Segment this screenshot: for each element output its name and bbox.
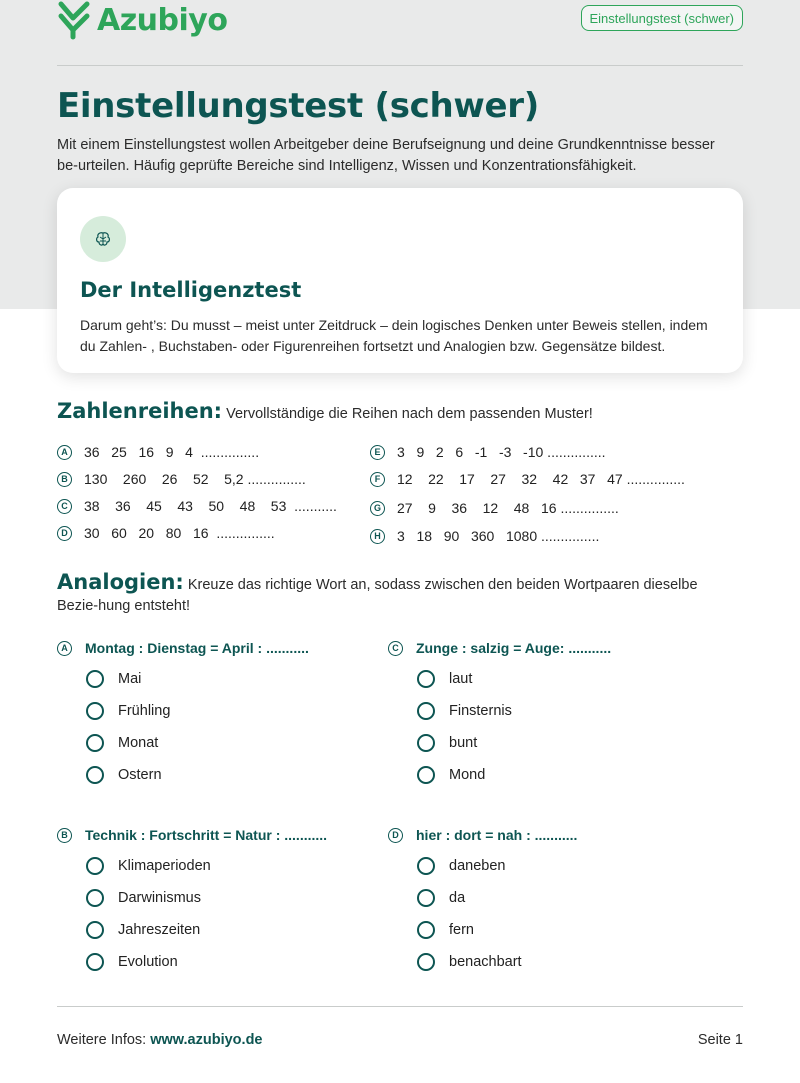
marker-f: F — [370, 472, 385, 487]
footer-divider — [57, 1006, 743, 1007]
answer-option[interactable] — [417, 953, 522, 971]
sequence-row — [57, 471, 306, 487]
answer-option[interactable] — [417, 670, 472, 688]
radio-button[interactable] — [86, 953, 104, 971]
radio-button[interactable] — [417, 857, 435, 875]
logo-text: Azubiyo — [97, 2, 228, 38]
option-label: Mond — [449, 767, 486, 783]
section-label: Analogien: — [57, 570, 184, 594]
answer-option[interactable] — [86, 702, 170, 720]
answer-option[interactable] — [86, 857, 211, 875]
radio-button[interactable] — [417, 766, 435, 784]
marker-d: D — [57, 526, 72, 541]
marker-d: D — [388, 828, 403, 843]
section-instruction: Vervollständige die Reihen nach dem passenden Muster! — [226, 406, 593, 422]
option-label: Finsternis — [449, 703, 512, 719]
sequence-row — [370, 444, 606, 460]
option-label: Jahreszeiten — [118, 922, 201, 938]
card-title: Der Intelligenztest — [80, 278, 302, 302]
option-label: Monat — [118, 735, 159, 751]
question-text: hier : dort = nah : ........... — [416, 827, 578, 843]
radio-button[interactable] — [417, 953, 435, 971]
marker-c: C — [388, 641, 403, 656]
option-label: da — [449, 890, 466, 906]
sequence-row — [370, 528, 599, 544]
answer-option[interactable] — [86, 766, 162, 784]
question-text: Zunge : salzig = Auge: ........... — [416, 640, 612, 656]
radio-button[interactable] — [86, 766, 104, 784]
page-title: Einstellungstest (schwer) — [57, 86, 539, 126]
footer-prefix: Weitere Infos: — [57, 1032, 147, 1048]
answer-option[interactable] — [86, 889, 201, 907]
option-label: Ostern — [118, 767, 162, 783]
difficulty-badge: Einstellungstest (schwer) — [581, 5, 744, 31]
section-instruction: Kreuze das richtige Wort an, sodass zwischen den beiden Wortpaaren dieselbe Bezie-hung entsteht! — [57, 577, 698, 614]
radio-button[interactable] — [86, 702, 104, 720]
sequence-text: 30 60 20 80 16 ............... — [84, 525, 275, 541]
answer-option[interactable] — [417, 889, 465, 907]
section-zahlenreihen-heading — [57, 401, 737, 425]
marker-c: C — [57, 499, 72, 514]
radio-button[interactable] — [417, 702, 435, 720]
logo[interactable] — [57, 0, 227, 40]
option-label: Darwinismus — [118, 890, 201, 906]
sequence-text: 130 260 26 52 5,2 ............... — [84, 471, 306, 487]
option-label: Klimaperioden — [118, 858, 211, 874]
section-label: Zahlenreihen: — [57, 399, 223, 423]
intelligence-test-card — [57, 188, 743, 373]
analogy-question — [388, 640, 611, 656]
analogy-question — [57, 827, 327, 843]
radio-button[interactable] — [417, 889, 435, 907]
marker-h: H — [370, 529, 385, 544]
answer-option[interactable] — [417, 921, 474, 939]
sequence-row — [370, 471, 685, 487]
marker-g: G — [370, 501, 385, 516]
option-label: laut — [449, 671, 473, 687]
radio-button[interactable] — [86, 734, 104, 752]
option-label: fern — [449, 922, 474, 938]
sequence-text: 12 22 17 27 32 42 37 47 ............... — [397, 471, 685, 487]
intro-text: Mit einem Einstellungstest wollen Arbeitgeber deine Berufseignung und deine Grundkenntnisse besser be-urteilen. Häufig geprüfte Bereiche sind Intelligenz, Wissen und Konzentrationsfähigkeit. — [57, 137, 715, 174]
answer-option[interactable] — [417, 766, 485, 784]
answer-option[interactable] — [417, 857, 505, 875]
option-label: Frühling — [118, 703, 171, 719]
radio-button[interactable] — [417, 670, 435, 688]
sequence-row — [57, 444, 259, 460]
option-label: bunt — [449, 735, 478, 751]
radio-button[interactable] — [417, 734, 435, 752]
answer-option[interactable] — [417, 734, 477, 752]
page-number: Seite 1 — [697, 1032, 743, 1048]
option-label: benachbart — [449, 954, 522, 970]
sequence-text: 38 36 45 43 50 48 53 ........... — [84, 498, 337, 514]
question-text: Montag : Dienstag = April : ........... — [85, 640, 309, 656]
sequence-row — [57, 498, 337, 514]
radio-button[interactable] — [86, 921, 104, 939]
option-label: daneben — [449, 858, 506, 874]
marker-a: A — [57, 641, 72, 656]
section-analogien-heading — [57, 572, 737, 617]
sequence-text: 27 9 36 12 48 16 ............... — [397, 500, 619, 516]
radio-button[interactable] — [86, 857, 104, 875]
sequence-text: 3 18 90 360 1080 ............... — [397, 528, 600, 544]
marker-a: A — [57, 445, 72, 460]
answer-option[interactable] — [86, 921, 200, 939]
brain-icon — [80, 216, 126, 262]
option-label: Mai — [118, 671, 142, 687]
sequence-text: 36 25 16 9 4 ............... — [84, 444, 260, 460]
card-text: Darum geht’s: Du musst – meist unter Zeitdruck – dein logisches Denken unter Beweis stellen, indem du Zahlen- , Buchstaben- oder Figurenreihen fortsetzt und Analogien bzw. Gegensätze bildest. — [80, 317, 708, 354]
azubiyo-logo-icon — [57, 0, 91, 40]
footer-link[interactable]: www.azubiyo.de — [150, 1032, 263, 1048]
sequence-text: 3 9 2 6 -1 -3 -10 ............... — [397, 444, 606, 460]
sequence-row — [57, 525, 275, 541]
answer-option[interactable] — [86, 670, 141, 688]
option-label: Evolution — [118, 954, 178, 970]
question-text: Technik : Fortschritt = Natur : ........... — [85, 827, 328, 843]
header-divider — [57, 65, 743, 66]
radio-button[interactable] — [417, 921, 435, 939]
marker-b: B — [57, 828, 72, 843]
answer-option[interactable] — [417, 702, 512, 720]
answer-option[interactable] — [86, 953, 178, 971]
radio-button[interactable] — [86, 670, 104, 688]
analogy-question — [388, 827, 577, 843]
marker-b: B — [57, 472, 72, 487]
answer-option[interactable] — [86, 734, 158, 752]
sequence-row — [370, 500, 619, 516]
marker-e: E — [370, 445, 385, 460]
analogy-question — [57, 640, 309, 656]
radio-button[interactable] — [86, 889, 104, 907]
footer-info — [57, 1032, 263, 1048]
